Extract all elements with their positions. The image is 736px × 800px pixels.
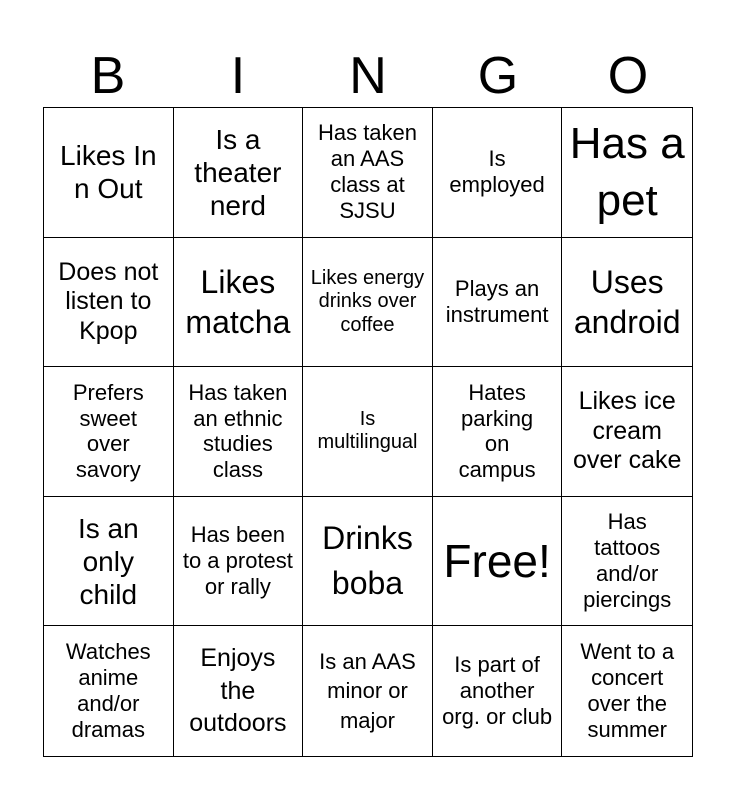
bingo-cell[interactable] bbox=[44, 497, 174, 627]
bingo-cell[interactable] bbox=[562, 497, 692, 627]
bingo-cell[interactable] bbox=[174, 238, 304, 368]
cell-text: Likes ice cream over cake bbox=[573, 387, 682, 475]
cell-text: Is part of another org. or club bbox=[442, 652, 553, 730]
cell-text: Has taken an ethnic studies class bbox=[188, 379, 288, 483]
cell-text: Likes energy drinks over coffee bbox=[310, 266, 425, 336]
bingo-cell[interactable] bbox=[562, 108, 692, 238]
bingo-cell[interactable] bbox=[44, 626, 174, 756]
bingo-cell[interactable] bbox=[174, 108, 304, 238]
cell-text: Is multilingual bbox=[317, 407, 418, 454]
header-letter-g: G bbox=[477, 47, 519, 105]
bingo-cell[interactable] bbox=[303, 108, 433, 238]
bingo-cell[interactable] bbox=[562, 238, 692, 368]
bingo-header bbox=[43, 44, 693, 108]
cell-text: Likes matcha bbox=[185, 263, 291, 340]
cell-text: Drinks boba bbox=[322, 520, 413, 602]
bingo-cell[interactable] bbox=[44, 238, 174, 368]
cell-text: Is a theater nerd bbox=[194, 123, 282, 221]
cell-text: Is an AAS minor or major bbox=[319, 648, 416, 734]
header-letter-o: O bbox=[607, 47, 649, 105]
bingo-cell[interactable] bbox=[562, 367, 692, 497]
bingo-cell[interactable] bbox=[303, 367, 433, 497]
cell-text: Has tattoos and/or piercings bbox=[583, 509, 672, 613]
bingo-cell[interactable] bbox=[303, 497, 433, 627]
cell-text: Uses android bbox=[573, 263, 681, 340]
free-space-text: Free! bbox=[443, 534, 551, 587]
cell-text: Likes In n Out bbox=[60, 140, 157, 205]
cell-text: Is employed bbox=[449, 146, 545, 198]
bingo-cell[interactable] bbox=[174, 626, 304, 756]
free-space-cell[interactable] bbox=[433, 497, 563, 627]
bingo-cell[interactable] bbox=[562, 626, 692, 756]
cell-text: Watches anime and/or dramas bbox=[65, 639, 151, 743]
bingo-cell[interactable] bbox=[303, 626, 433, 756]
cell-text: Has been to a protest or rally bbox=[182, 522, 293, 600]
cell-text: Is an only child bbox=[77, 512, 139, 610]
cell-text: Does not listen to Kpop bbox=[58, 257, 159, 345]
bingo-cell[interactable] bbox=[433, 626, 563, 756]
bingo-cell[interactable] bbox=[174, 497, 304, 627]
bingo-cell[interactable] bbox=[433, 238, 563, 368]
header-letter-b: B bbox=[90, 47, 126, 105]
bingo-cell[interactable] bbox=[174, 367, 304, 497]
cell-text: Enjoys the outdoors bbox=[189, 644, 287, 738]
cell-text: Prefers sweet over savory bbox=[72, 379, 144, 483]
bingo-cell[interactable] bbox=[44, 367, 174, 497]
bingo-cell[interactable] bbox=[433, 367, 563, 497]
bingo-cell[interactable] bbox=[44, 108, 174, 238]
cell-text: Plays an instrument bbox=[445, 275, 549, 327]
cell-text: Has taken an AAS class at SJSU bbox=[317, 120, 418, 224]
cell-text: Hates parking on campus bbox=[458, 379, 536, 483]
bingo-cell[interactable] bbox=[303, 238, 433, 368]
header-letter-i: I bbox=[230, 47, 246, 105]
bingo-board bbox=[43, 107, 693, 757]
header-letter-n: N bbox=[349, 47, 387, 105]
cell-text: Has a pet bbox=[569, 119, 685, 226]
bingo-cell[interactable] bbox=[433, 108, 563, 238]
cell-text: Went to a concert over the summer bbox=[580, 639, 675, 743]
